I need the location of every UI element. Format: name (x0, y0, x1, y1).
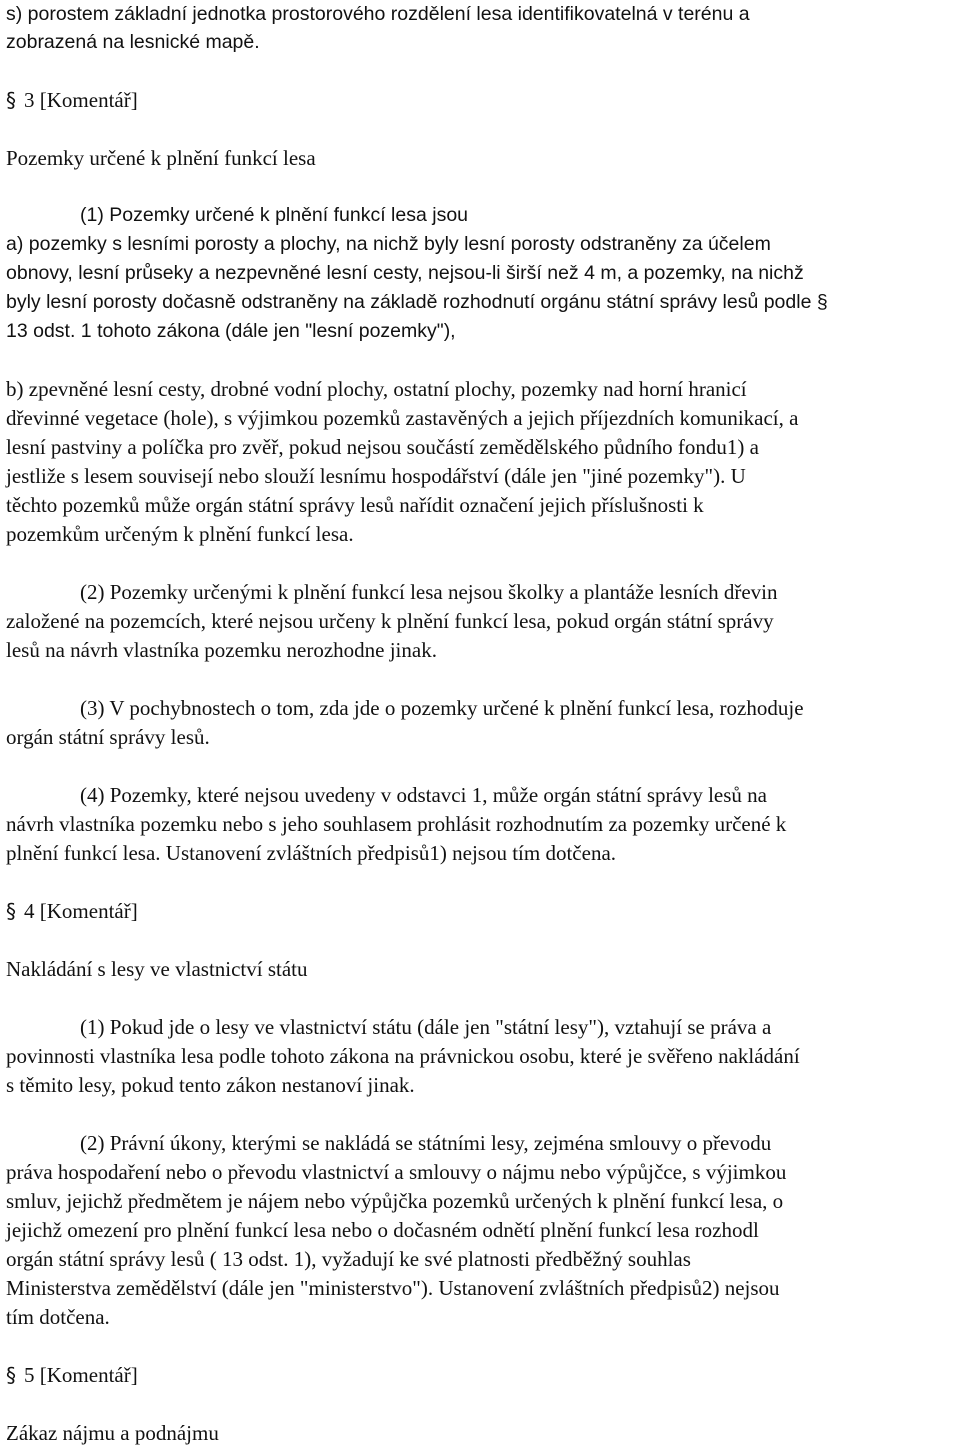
paragraph-line: návrh vlastníka pozemku nebo s jeho souhlasem prohlásit rozhodnutím za pozemky určené k (6, 812, 787, 836)
paragraph-line: povinnosti vlastníka lesa podle tohoto zákona na právnickou osobu, které je svěřeno nakládání (6, 1044, 800, 1068)
paragraph-line: založené na pozemcích, které nejsou určeny k plnění funkcí lesa, pokud orgán státní správy (6, 609, 774, 633)
paragraph-line: těchto pozemků může orgán státní správy lesů nařídit označení jejich příslušnosti k (6, 493, 704, 517)
paragraph-line: s těmito lesy, pokud tento zákon nestanoví jinak. (6, 1073, 415, 1097)
paragraph-line: a) pozemky s lesními porosty a plochy, na nichž byly lesní porosty odstraněny za účelem (6, 233, 771, 255)
paragraph-line: (2) Právní úkony, kterými se nakládá se státními lesy, zejména smlouvy o převodu (80, 1131, 772, 1155)
text-line: s) porostem základní jednotka prostorového rozdělení lesa identifikovatelná v terénu a (6, 3, 750, 25)
paragraph-line: lesní pastviny a políčka pro zvěř, pokud nejsou součástí zemědělského půdního fondu1) a (6, 435, 759, 459)
paragraph-line: (1) Pozemky určené k plnění funkcí lesa jsou (80, 204, 469, 226)
paragraph-line: obnovy, lesní průseky a nezpevněné lesní cesty, nejsou-li širší než 4 m, a pozemky, na nichž (6, 262, 804, 284)
paragraph-line: tím dotčena. (6, 1305, 110, 1329)
paragraph-line: (3) V pochybnostech o tom, zda jde o pozemky určené k plnění funkcí lesa, rozhoduje (80, 696, 804, 720)
paragraph-line: Ministerstva zemědělství (dále jen "ministerstvo"). Ustanovení zvláštních předpisů2) nejsou (6, 1276, 780, 1300)
paragraph-line: lesů na návrh vlastníka pozemku nerozhodne jinak. (6, 638, 437, 662)
paragraph-line: práva hospodaření nebo o převodu vlastnictví a smlouvy o nájmu nebo výpůjčce, s výjimkou (6, 1160, 787, 1184)
section-heading-5[interactable] (6, 1361, 138, 1390)
section-title: Pozemky určené k plnění funkcí lesa (6, 146, 316, 170)
paragraph-line: b) zpevněné lesní cesty, drobné vodní plochy, ostatní plochy, pozemky nad horní hranicí (6, 377, 747, 401)
section-mark-icon: § (6, 88, 16, 112)
paragraph-line: 13 odst. 1 tohoto zákona (dále jen "lesní pozemky"), (6, 320, 456, 342)
paragraph-line: plnění funkcí lesa. Ustanovení zvláštních předpisů1) nejsou tím dotčena. (6, 841, 617, 865)
text-line: zobrazená na lesnické mapě. (6, 31, 260, 53)
section-heading-label: 3 [Komentář] (24, 88, 138, 112)
section-mark-icon: § (6, 899, 16, 923)
paragraph-line: jejichž omezení pro plnění funkcí lesa nebo o dočasném odnětí plnění funkcí lesa rozhodl (6, 1218, 759, 1242)
paragraph-line: smluv, jejichž předmětem je nájem nebo výpůjčka pozemků určených k plnění funkcí lesa, o (6, 1189, 784, 1213)
paragraph-line: byly lesní porosty dočasně odstraněny na základě rozhodnutí orgánu státní správy lesů podle § (6, 291, 828, 313)
section-heading-label: 5 [Komentář] (24, 1363, 138, 1387)
paragraph-line: dřevinné vegetace (hole), s výjimkou pozemků zastavěných a jejich příjezdních komunikací, a (6, 406, 799, 430)
section-heading-label: 4 [Komentář] (24, 899, 138, 923)
paragraph-line: pozemkům určeným k plnění funkcí lesa. (6, 522, 354, 546)
paragraph-line: (2) Pozemky určenými k plnění funkcí lesa nejsou školky a plantáže lesních dřevin (80, 580, 778, 604)
section-title: Zákaz nájmu a podnájmu (6, 1421, 219, 1445)
paragraph-line: orgán státní správy lesů ( 13 odst. 1), vyžadují ke své platnosti předběžný souhlas (6, 1247, 691, 1271)
section-heading-3[interactable] (6, 86, 138, 115)
section-mark-icon: § (6, 1363, 16, 1387)
paragraph-line: orgán státní správy lesů. (6, 725, 210, 749)
section-heading-4[interactable] (6, 897, 138, 926)
paragraph-line: jestliže s lesem souvisejí nebo slouží lesnímu hospodářství (dále jen "jiné pozemky"). U (6, 464, 746, 488)
paragraph-line: (4) Pozemky, které nejsou uvedeny v odstavci 1, může orgán státní správy lesů na (80, 783, 767, 807)
section-title: Nakládání s lesy ve vlastnictví státu (6, 957, 308, 981)
paragraph-line: (1) Pokud jde o lesy ve vlastnictví státu (dále jen "státní lesy"), vztahují se práva a (80, 1015, 772, 1039)
